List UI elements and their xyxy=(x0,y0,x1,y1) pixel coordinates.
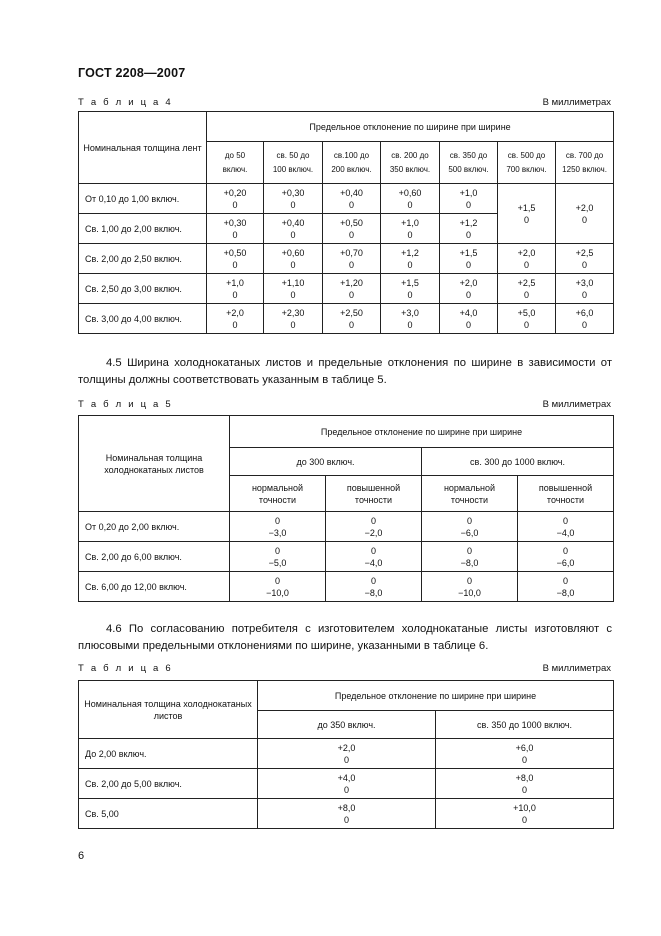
table-cell: +2,0 0 xyxy=(207,304,264,334)
table5-col-header: повышенной точности xyxy=(518,476,614,512)
row-label: От 0,20 до 2,00 включ. xyxy=(79,512,230,542)
table-cell: +0,50 0 xyxy=(207,244,264,274)
table-cell: +10,0 0 xyxy=(436,799,614,829)
table-cell-merged: +2,0 0 xyxy=(556,184,614,244)
table6-caption: Т а б л и ц а 6 xyxy=(78,663,173,674)
table-row xyxy=(79,512,614,542)
row-label: Св. 2,00 до 2,50 включ. xyxy=(79,244,207,274)
table-cell: 0 −8,0 xyxy=(326,572,422,602)
table-cell: +1,20 0 xyxy=(323,274,381,304)
row-label: От 0,10 до 1,00 включ. xyxy=(79,184,207,214)
table5-subgroup-header: св. 300 до 1000 включ. xyxy=(422,448,614,476)
table5-col-header: нормальной точности xyxy=(422,476,518,512)
row-label: Св. 3,00 до 4,00 включ. xyxy=(79,304,207,334)
table-cell: +0,60 0 xyxy=(381,184,440,214)
table4-caption: Т а б л и ц а 4 xyxy=(78,97,173,108)
table-cell-merged: +1,5 0 xyxy=(498,184,556,244)
table-cell: +1,10 0 xyxy=(264,274,323,304)
table-row xyxy=(79,304,614,334)
table-cell: +0,30 0 xyxy=(264,184,323,214)
table5-stub-header: Номинальная толщина холоднокатаных листов xyxy=(79,416,230,512)
table5-col-header: повышенной точности xyxy=(326,476,422,512)
table-cell: +1,2 0 xyxy=(440,214,498,244)
table-cell: +6,0 0 xyxy=(556,304,614,334)
table-row xyxy=(79,739,614,769)
table-cell: +0,30 0 xyxy=(207,214,264,244)
table-cell: +0,40 0 xyxy=(264,214,323,244)
row-label: Св. 5,00 xyxy=(79,799,258,829)
table5-col-header: нормальной точности xyxy=(230,476,326,512)
table-cell: 0 −2,0 xyxy=(326,512,422,542)
table-cell: +2,0 0 xyxy=(498,244,556,274)
table-cell: +0,40 0 xyxy=(323,184,381,214)
row-label: Св. 2,00 до 6,00 включ. xyxy=(79,542,230,572)
table-cell: +0,50 0 xyxy=(323,214,381,244)
table-cell: +6,0 0 xyxy=(436,739,614,769)
table-cell: 0 −8,0 xyxy=(518,572,614,602)
table5-units: В миллиметрах xyxy=(542,399,611,410)
table-cell: +0,70 0 xyxy=(323,244,381,274)
table-cell: +3,0 0 xyxy=(556,274,614,304)
table-cell: 0 −10,0 xyxy=(230,572,326,602)
table-cell: +3,0 0 xyxy=(381,304,440,334)
table-cell: 0 −6,0 xyxy=(422,512,518,542)
table-cell: +4,0 0 xyxy=(258,769,436,799)
row-label: Св. 1,00 до 2,00 включ. xyxy=(79,214,207,244)
table5-caption: Т а б л и ц а 5 xyxy=(78,399,173,410)
table-cell: +0,60 0 xyxy=(264,244,323,274)
table-cell: 0 −5,0 xyxy=(230,542,326,572)
document-header: ГОСТ 2208—2007 xyxy=(78,66,186,80)
table6-col-header: до 350 включ. xyxy=(258,711,436,739)
table-row xyxy=(79,244,614,274)
table-row xyxy=(79,769,614,799)
table-cell: +2,5 0 xyxy=(498,274,556,304)
table4-col-header: св. 50 до 100 включ. xyxy=(264,142,323,184)
table4-group-header: Предельное отклонение по ширине при ширине xyxy=(207,112,614,142)
table-cell: +2,30 0 xyxy=(264,304,323,334)
page-number: 6 xyxy=(78,850,85,862)
table-cell: +1,5 0 xyxy=(440,244,498,274)
table-row xyxy=(79,274,614,304)
table5-subgroup-header: до 300 включ. xyxy=(230,448,422,476)
table-cell: +8,0 0 xyxy=(258,799,436,829)
table-cell: +2,0 0 xyxy=(440,274,498,304)
table4-col-header: св. 700 до 1250 включ. xyxy=(556,142,614,184)
table-row xyxy=(79,799,614,829)
table-cell: 0 −8,0 xyxy=(422,542,518,572)
table-5 xyxy=(78,415,614,602)
table-cell: +4,0 0 xyxy=(440,304,498,334)
table-cell: +8,0 0 xyxy=(436,769,614,799)
table-cell: 0 −10,0 xyxy=(422,572,518,602)
table-cell: +2,0 0 xyxy=(258,739,436,769)
table4-col-header: св. 200 до 350 включ. xyxy=(381,142,440,184)
table4-col-header: до 50 включ. xyxy=(207,142,264,184)
paragraph-4-5: 4.5 Ширина холоднокатаных листов и предельные отклонения по ширине в зависимости от толщины должны соответствовать указанным в таблице 5. xyxy=(78,357,613,386)
table-4 xyxy=(78,111,614,334)
table-cell: +1,0 0 xyxy=(381,214,440,244)
paragraph-4-6: 4.6 По согласованию потребителя с изготовителем холоднокатаные листы изготовляют с плюсовыми предельными отклонениями по ширине, указанными в таблице 6. xyxy=(78,623,612,652)
table-row xyxy=(79,542,614,572)
table-cell: +0,20 0 xyxy=(207,184,264,214)
table4-col-header: св. 500 до 700 включ. xyxy=(498,142,556,184)
table-cell: 0 −4,0 xyxy=(518,512,614,542)
table-cell: +2,50 0 xyxy=(323,304,381,334)
table5-group-header: Предельное отклонение по ширине при ширине xyxy=(230,416,614,448)
table-cell: +2,5 0 xyxy=(556,244,614,274)
table-cell: +1,0 0 xyxy=(207,274,264,304)
table6-units: В миллиметрах xyxy=(542,663,611,674)
table-6 xyxy=(78,680,614,829)
table4-col-header: св. 350 до 500 включ. xyxy=(440,142,498,184)
table-cell: +1,2 0 xyxy=(381,244,440,274)
row-label: Св. 2,50 до 3,00 включ. xyxy=(79,274,207,304)
row-label: Св. 6,00 до 12,00 включ. xyxy=(79,572,230,602)
table-cell: +5,0 0 xyxy=(498,304,556,334)
table6-stub-header: Номинальная толщина холоднокатаных листов xyxy=(79,681,258,739)
row-label: До 2,00 включ. xyxy=(79,739,258,769)
table-cell: 0 −6,0 xyxy=(518,542,614,572)
row-label: Св. 2,00 до 5,00 включ. xyxy=(79,769,258,799)
table4-stub-header: Номинальная толщина лент xyxy=(79,112,207,184)
table4-col-header: св.100 до 200 включ. xyxy=(323,142,381,184)
table-cell: +1,5 0 xyxy=(381,274,440,304)
table4-units: В миллиметрах xyxy=(542,97,611,108)
table-cell: +1,0 0 xyxy=(440,184,498,214)
table-row xyxy=(79,184,614,214)
table-cell: 0 −3,0 xyxy=(230,512,326,542)
table-row xyxy=(79,572,614,602)
table-cell: 0 −4,0 xyxy=(326,542,422,572)
table6-col-header: св. 350 до 1000 включ. xyxy=(436,711,614,739)
table6-group-header: Предельное отклонение по ширине при ширине xyxy=(258,681,614,711)
